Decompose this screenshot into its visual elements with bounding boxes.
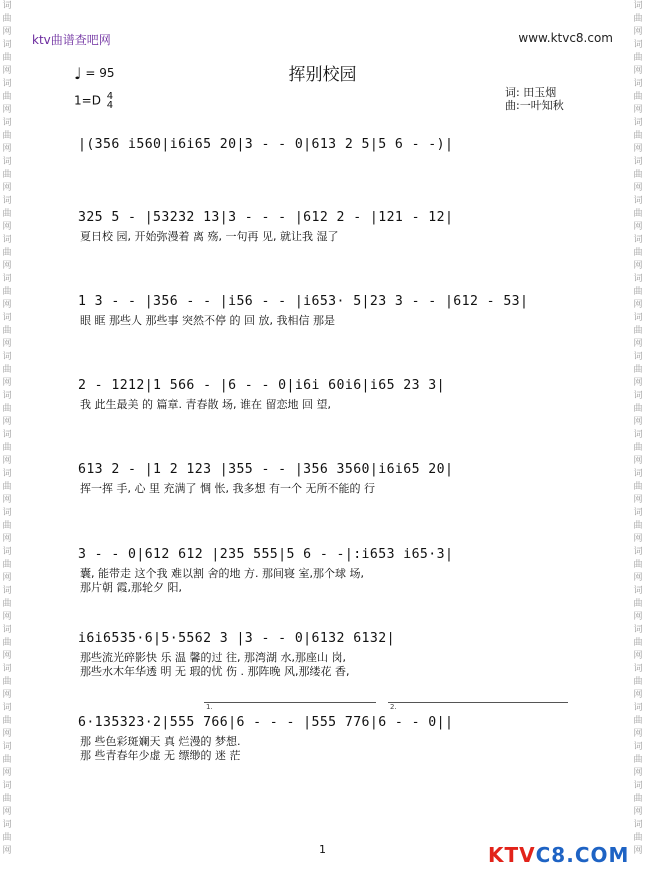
watermark-char: 词 (2, 274, 12, 284)
watermark-char: 网 (2, 612, 12, 622)
watermark-char: 曲 (2, 326, 12, 336)
watermark-char: 网 (2, 534, 12, 544)
watermark-char: 词 (633, 391, 643, 401)
lyric-line: 那些流光碎影快 乐 温 馨的过 往, 那湾湖 水,那座山 岗, (80, 651, 346, 664)
watermark-char: 词 (633, 469, 643, 479)
watermark-char: 曲 (2, 482, 12, 492)
watermark-char: 曲 (633, 92, 643, 102)
watermark-char: 词 (2, 664, 12, 674)
watermark-char: 曲 (2, 131, 12, 141)
notation-line: 3 - - 0|612 612 |235 555|5 6 - -|:i653 i65·3| (78, 547, 454, 562)
watermark-char: 网 (633, 66, 643, 76)
watermark-char: 曲 (633, 521, 643, 531)
notation-line: i6i6535·6|5·5562 3 |3 - - 0|6132 6132| (78, 631, 395, 646)
watermark-char: 曲 (633, 404, 643, 414)
watermark-char: 网 (2, 807, 12, 817)
notation-line: 2 - 1212|1 566 - |6 - - 0|i6i 60i6|i65 23 3| (78, 378, 445, 393)
watermark-char: 网 (633, 105, 643, 115)
watermark-char: 词 (2, 352, 12, 362)
watermark-char: 网 (633, 768, 643, 778)
watermark-char: 网 (633, 612, 643, 622)
watermark-char: 网 (633, 339, 643, 349)
time-signature-top: 4 (106, 91, 114, 102)
watermark-char: 词 (633, 196, 643, 206)
watermark-char: 曲 (2, 677, 12, 687)
site-url-right[interactable]: www.ktvc8.com (518, 31, 613, 45)
watermark-char: 词 (2, 79, 12, 89)
watermark-char: 词 (633, 235, 643, 245)
watermark-char: 网 (2, 651, 12, 661)
watermark-char: 词 (2, 469, 12, 479)
watermark-char: 词 (633, 820, 643, 830)
watermark-char: 网 (633, 534, 643, 544)
credits (505, 86, 564, 112)
watermark-char: 曲 (633, 170, 643, 180)
watermark-char: 曲 (2, 599, 12, 609)
watermark-char: 词 (2, 742, 12, 752)
volta-second-label: 2. (390, 703, 397, 711)
watermark-char: 网 (2, 222, 12, 232)
watermark-char: 词 (2, 1, 12, 11)
watermark-char: 网 (633, 261, 643, 271)
watermark-char: 网 (2, 183, 12, 193)
watermark-char: 曲 (2, 92, 12, 102)
watermark-char: 曲 (2, 638, 12, 648)
watermark-char: 曲 (633, 14, 643, 24)
watermark-char: 词 (2, 196, 12, 206)
time-signature-bottom: 4 (106, 100, 114, 111)
lyric-line: 囊, 能带走 这个我 难以割 舍的地 方. 那间寝 室,那个球 场, (80, 567, 364, 580)
watermark-char: 词 (2, 430, 12, 440)
watermark-char: 网 (633, 846, 643, 856)
watermark-left (0, 0, 14, 891)
watermark-char: 网 (633, 144, 643, 154)
watermark-char: 网 (2, 729, 12, 739)
lyric-line: 那 些色彩斑斓天 真 烂漫的 梦想. (80, 735, 241, 748)
watermark-char: 词 (633, 664, 643, 674)
watermark-char: 网 (633, 183, 643, 193)
quarter-note-icon: ♩ (74, 64, 82, 83)
watermark-char: 网 (2, 768, 12, 778)
lyricist: 词: 田玉烟 (505, 86, 557, 99)
logo-right-text: C8.COM (535, 843, 630, 867)
watermark-char: 曲 (2, 248, 12, 258)
watermark-char: 网 (633, 573, 643, 583)
watermark-char: 曲 (2, 53, 12, 63)
watermark-char: 曲 (633, 599, 643, 609)
watermark-char: 词 (633, 547, 643, 557)
watermark-char: 网 (633, 807, 643, 817)
volta-first-label: 1. (206, 703, 213, 711)
time-signature (107, 92, 113, 110)
watermark-char: 网 (2, 417, 12, 427)
watermark-char: 网 (633, 378, 643, 388)
watermark-char: 网 (2, 66, 12, 76)
lyric-line: 那 些青春年少虚 无 缥缈的 迷 茫 (80, 749, 241, 762)
watermark-char: 网 (2, 495, 12, 505)
watermark-char: 网 (633, 456, 643, 466)
watermark-char: 网 (633, 690, 643, 700)
notation-line: |(356 i560|i6i65 20|3 - - 0|613 2 5|5 6 - -)| (78, 137, 454, 152)
watermark-char: 曲 (633, 53, 643, 63)
watermark-char: 网 (2, 27, 12, 37)
watermark-char: 词 (633, 352, 643, 362)
watermark-char: 网 (633, 300, 643, 310)
watermark-char: 词 (633, 703, 643, 713)
watermark-char: 网 (633, 222, 643, 232)
watermark-char: 网 (633, 729, 643, 739)
watermark-char: 曲 (2, 521, 12, 531)
watermark-char: 网 (2, 846, 12, 856)
notation-line: 1 3 - - |356 - - |i56 - - |i653· 5|23 3 - - |612 - 53| (78, 294, 529, 309)
watermark-char: 网 (633, 495, 643, 505)
lyric-line: 挥一挥 手, 心 里 充满了 惆 怅, 我多想 有一个 无所不能的 行 (80, 482, 375, 495)
watermark-char: 网 (2, 261, 12, 271)
site-name-left[interactable]: ktv曲谱查吧网 (32, 33, 111, 47)
watermark-char: 词 (2, 820, 12, 830)
watermark-char: 曲 (633, 131, 643, 141)
watermark-char: 网 (2, 105, 12, 115)
watermark-char: 词 (633, 625, 643, 635)
watermark-char: 曲 (633, 794, 643, 804)
watermark-char: 词 (2, 508, 12, 518)
watermark-char: 词 (633, 781, 643, 791)
watermark-char: 曲 (2, 755, 12, 765)
watermark-char: 网 (633, 651, 643, 661)
watermark-char: 词 (2, 781, 12, 791)
watermark-char: 曲 (633, 326, 643, 336)
watermark-char: 网 (2, 378, 12, 388)
watermark-char: 词 (633, 508, 643, 518)
key-value: 1=D (74, 93, 101, 108)
watermark-char: 词 (2, 157, 12, 167)
watermark-char: 曲 (2, 365, 12, 375)
watermark-char: 曲 (633, 443, 643, 453)
watermark-char: 曲 (2, 170, 12, 180)
volta-bracket-second (388, 702, 568, 703)
key-signature (74, 92, 113, 110)
watermark-char: 词 (633, 274, 643, 284)
page-number: 1 (319, 843, 326, 856)
watermark-char: 词 (633, 40, 643, 50)
notation-line: 325 5 - |53232 13|3 - - - |612 2 - |121 - 12| (78, 210, 454, 225)
song-title: 挥别校园 (288, 65, 357, 85)
lyric-line: 我 此生最美 的 篇章. 青春散 场, 谁在 留恋地 回 望, (80, 398, 331, 411)
logo-left-text: KTV (488, 843, 536, 867)
watermark-char: 曲 (633, 638, 643, 648)
watermark-char: 词 (2, 313, 12, 323)
watermark-char: 词 (2, 703, 12, 713)
watermark-char: 曲 (633, 248, 643, 258)
watermark-char: 曲 (2, 560, 12, 570)
watermark-char: 曲 (2, 404, 12, 414)
watermark-char: 网 (2, 300, 12, 310)
watermark-char: 网 (2, 690, 12, 700)
lyric-line: 那片朝 霞,那轮夕 阳, (80, 581, 182, 594)
watermark-char: 曲 (633, 755, 643, 765)
lyric-line: 眼 眶 那些人 那些事 突然不停 的 回 放, 我相信 那是 (80, 314, 335, 327)
volta-bracket-first (204, 702, 376, 703)
watermark-char: 曲 (2, 833, 12, 843)
watermark-char: 曲 (2, 716, 12, 726)
watermark-char: 曲 (633, 560, 643, 570)
watermark-char: 词 (633, 430, 643, 440)
lyric-line: 那些水木年华透 明 无 瑕的忧 伤 . 那阵晚 风,那缕花 香, (80, 665, 350, 678)
watermark-char: 词 (633, 118, 643, 128)
watermark-char: 网 (2, 144, 12, 154)
watermark-char: 曲 (633, 209, 643, 219)
watermark-char: 词 (2, 625, 12, 635)
watermark-char: 网 (2, 573, 12, 583)
watermark-char: 曲 (633, 482, 643, 492)
lyric-line: 夏日校 园, 开始弥漫着 离 殇, 一句再 见, 就让我 湿了 (80, 230, 339, 243)
watermark-char: 曲 (633, 833, 643, 843)
watermark-char: 曲 (633, 287, 643, 297)
watermark-char: 网 (633, 27, 643, 37)
composer: 曲:一叶知秋 (505, 99, 564, 112)
watermark-char: 词 (633, 313, 643, 323)
watermark-char: 词 (2, 235, 12, 245)
watermark-char: 网 (633, 417, 643, 427)
watermark-char: 词 (633, 586, 643, 596)
watermark-char: 词 (2, 40, 12, 50)
watermark-char: 网 (2, 456, 12, 466)
site-logo (488, 843, 629, 867)
watermark-char: 词 (2, 547, 12, 557)
watermark-char: 曲 (633, 716, 643, 726)
watermark-char: 曲 (2, 794, 12, 804)
watermark-char: 曲 (2, 287, 12, 297)
tempo-value: = 95 (85, 66, 115, 80)
watermark-right (631, 0, 645, 891)
notation-line: 6·135323·2|555 766|6 - - - |555 776|6 - - 0|| (78, 715, 454, 730)
watermark-char: 词 (633, 742, 643, 752)
watermark-char: 词 (2, 118, 12, 128)
watermark-char: 词 (633, 1, 643, 11)
watermark-char: 曲 (633, 677, 643, 687)
watermark-char: 网 (2, 339, 12, 349)
watermark-char: 曲 (633, 365, 643, 375)
watermark-char: 词 (2, 391, 12, 401)
watermark-char: 词 (633, 157, 643, 167)
notation-line: 613 2 - |1 2 123 |355 - - |356 3560|i6i65 20| (78, 462, 454, 477)
watermark-char: 曲 (2, 14, 12, 24)
watermark-char: 曲 (2, 443, 12, 453)
watermark-char: 曲 (2, 209, 12, 219)
watermark-char: 词 (2, 586, 12, 596)
watermark-char: 词 (633, 79, 643, 89)
